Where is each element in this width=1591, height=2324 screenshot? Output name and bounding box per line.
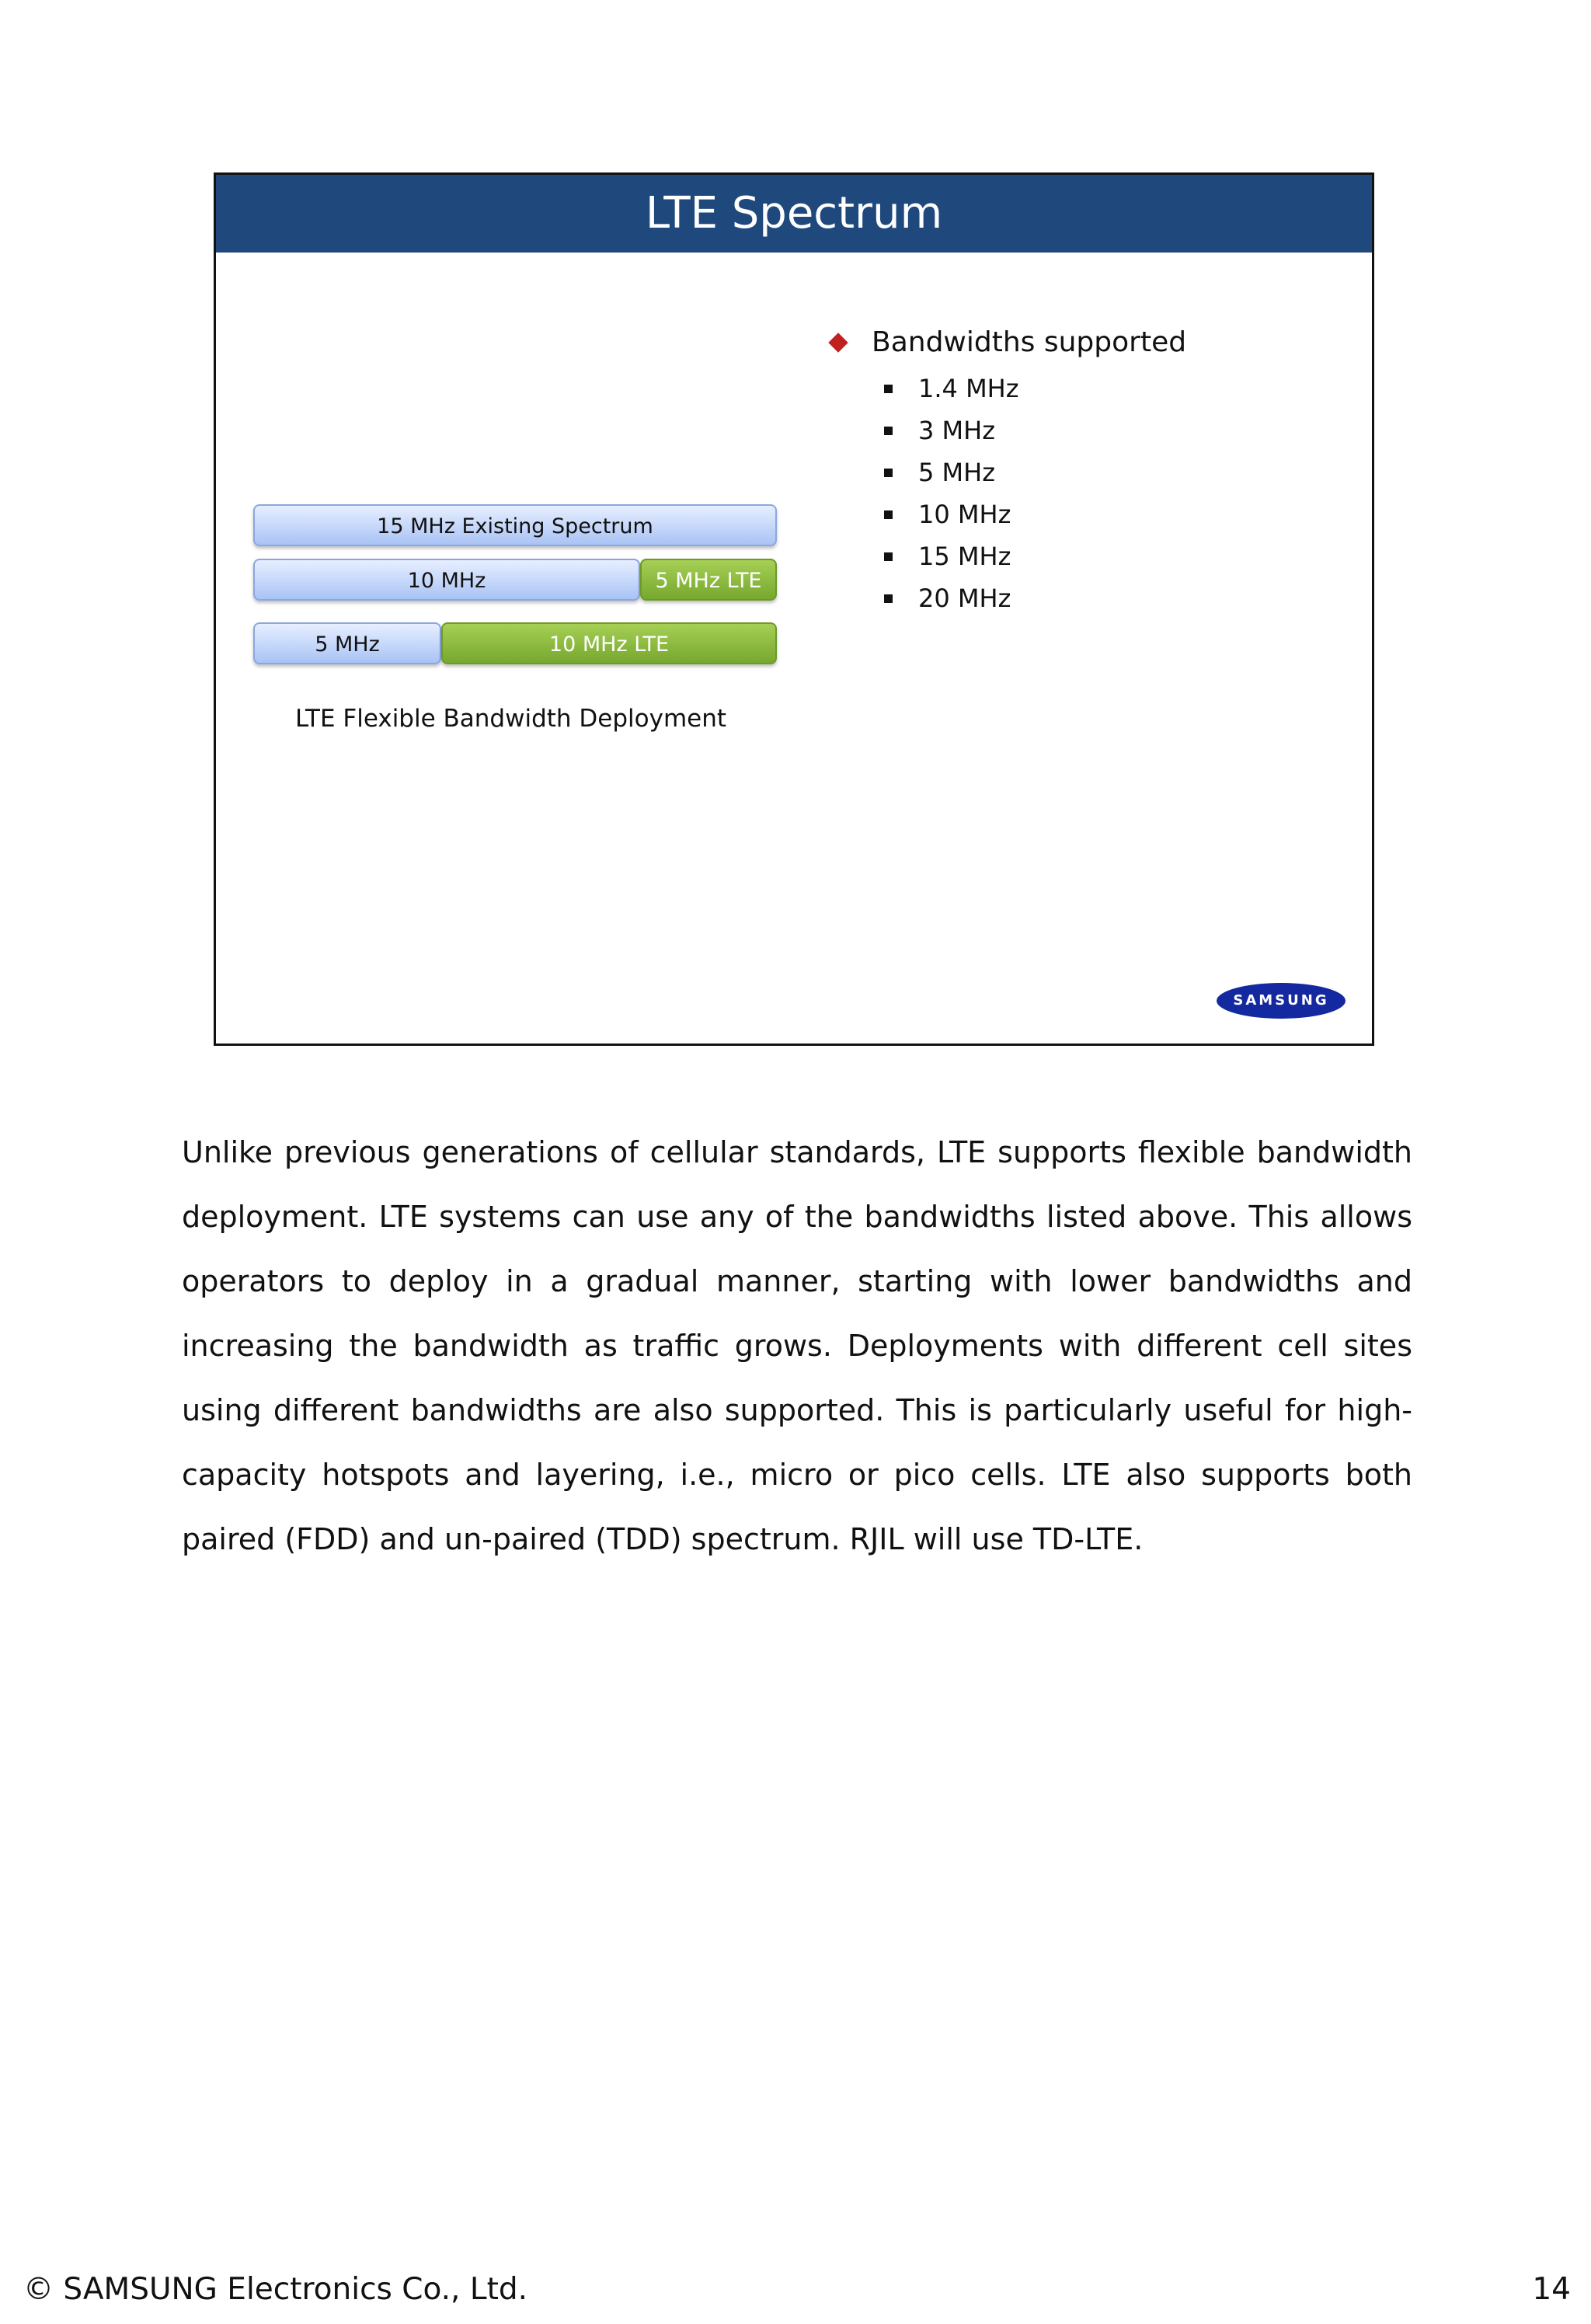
page-number: 14: [1532, 2272, 1571, 2307]
slide-title: LTE Spectrum: [216, 175, 1372, 253]
slide-figure: [214, 172, 1374, 1046]
diagram-caption: LTE Flexible Bandwidth Deployment: [295, 705, 727, 733]
square-bullet-icon: [884, 552, 893, 561]
square-bullet-icon: [884, 594, 893, 603]
samsung-logo: SAMSUNG: [1217, 983, 1346, 1019]
bandwidths-heading: Bandwidths supported: [872, 326, 1187, 358]
bandwidth-list: [884, 368, 1019, 619]
copyright-footer: © SAMSUNG Electronics Co., Ltd.: [23, 2272, 528, 2307]
lte-5mhz-bar: 5 MHz LTE: [640, 559, 777, 601]
diamond-bullet-icon: [828, 333, 848, 352]
list-item: 3 MHz: [884, 409, 1019, 451]
legacy-5mhz-bar: 5 MHz: [253, 622, 441, 664]
list-item: 5 MHz: [884, 451, 1019, 493]
list-item: 20 MHz: [884, 577, 1019, 619]
square-bullet-icon: [884, 469, 893, 477]
square-bullet-icon: [884, 385, 893, 393]
legacy-10mhz-bar: 10 MHz: [253, 559, 640, 601]
existing-spectrum-bar: 15 MHz Existing Spectrum: [253, 504, 777, 546]
square-bullet-icon: [884, 427, 893, 435]
list-item: 10 MHz: [884, 493, 1019, 535]
list-item: 15 MHz: [884, 535, 1019, 577]
square-bullet-icon: [884, 510, 893, 519]
lte-10mhz-bar: 10 MHz LTE: [441, 622, 777, 664]
body-paragraph: Unlike previous generations of cellular standards, LTE supports flexible bandwidth deployment. LTE systems can use any of the bandwidths listed above. This allows operators to deploy in a gradual manner, starting with lower bandwidths and increasing the bandwidth as traffic grows. Deployments with different cell sites using different bandwidths are also supported. This is particularly useful for high-capacity hotspots and layering, i.e., micro or pico cells. LTE also supports both paired (FDD) and un-paired (TDD) spectrum. RJIL will use TD-LTE.: [182, 1135, 1412, 1556]
list-item: 1.4 MHz: [884, 368, 1019, 409]
